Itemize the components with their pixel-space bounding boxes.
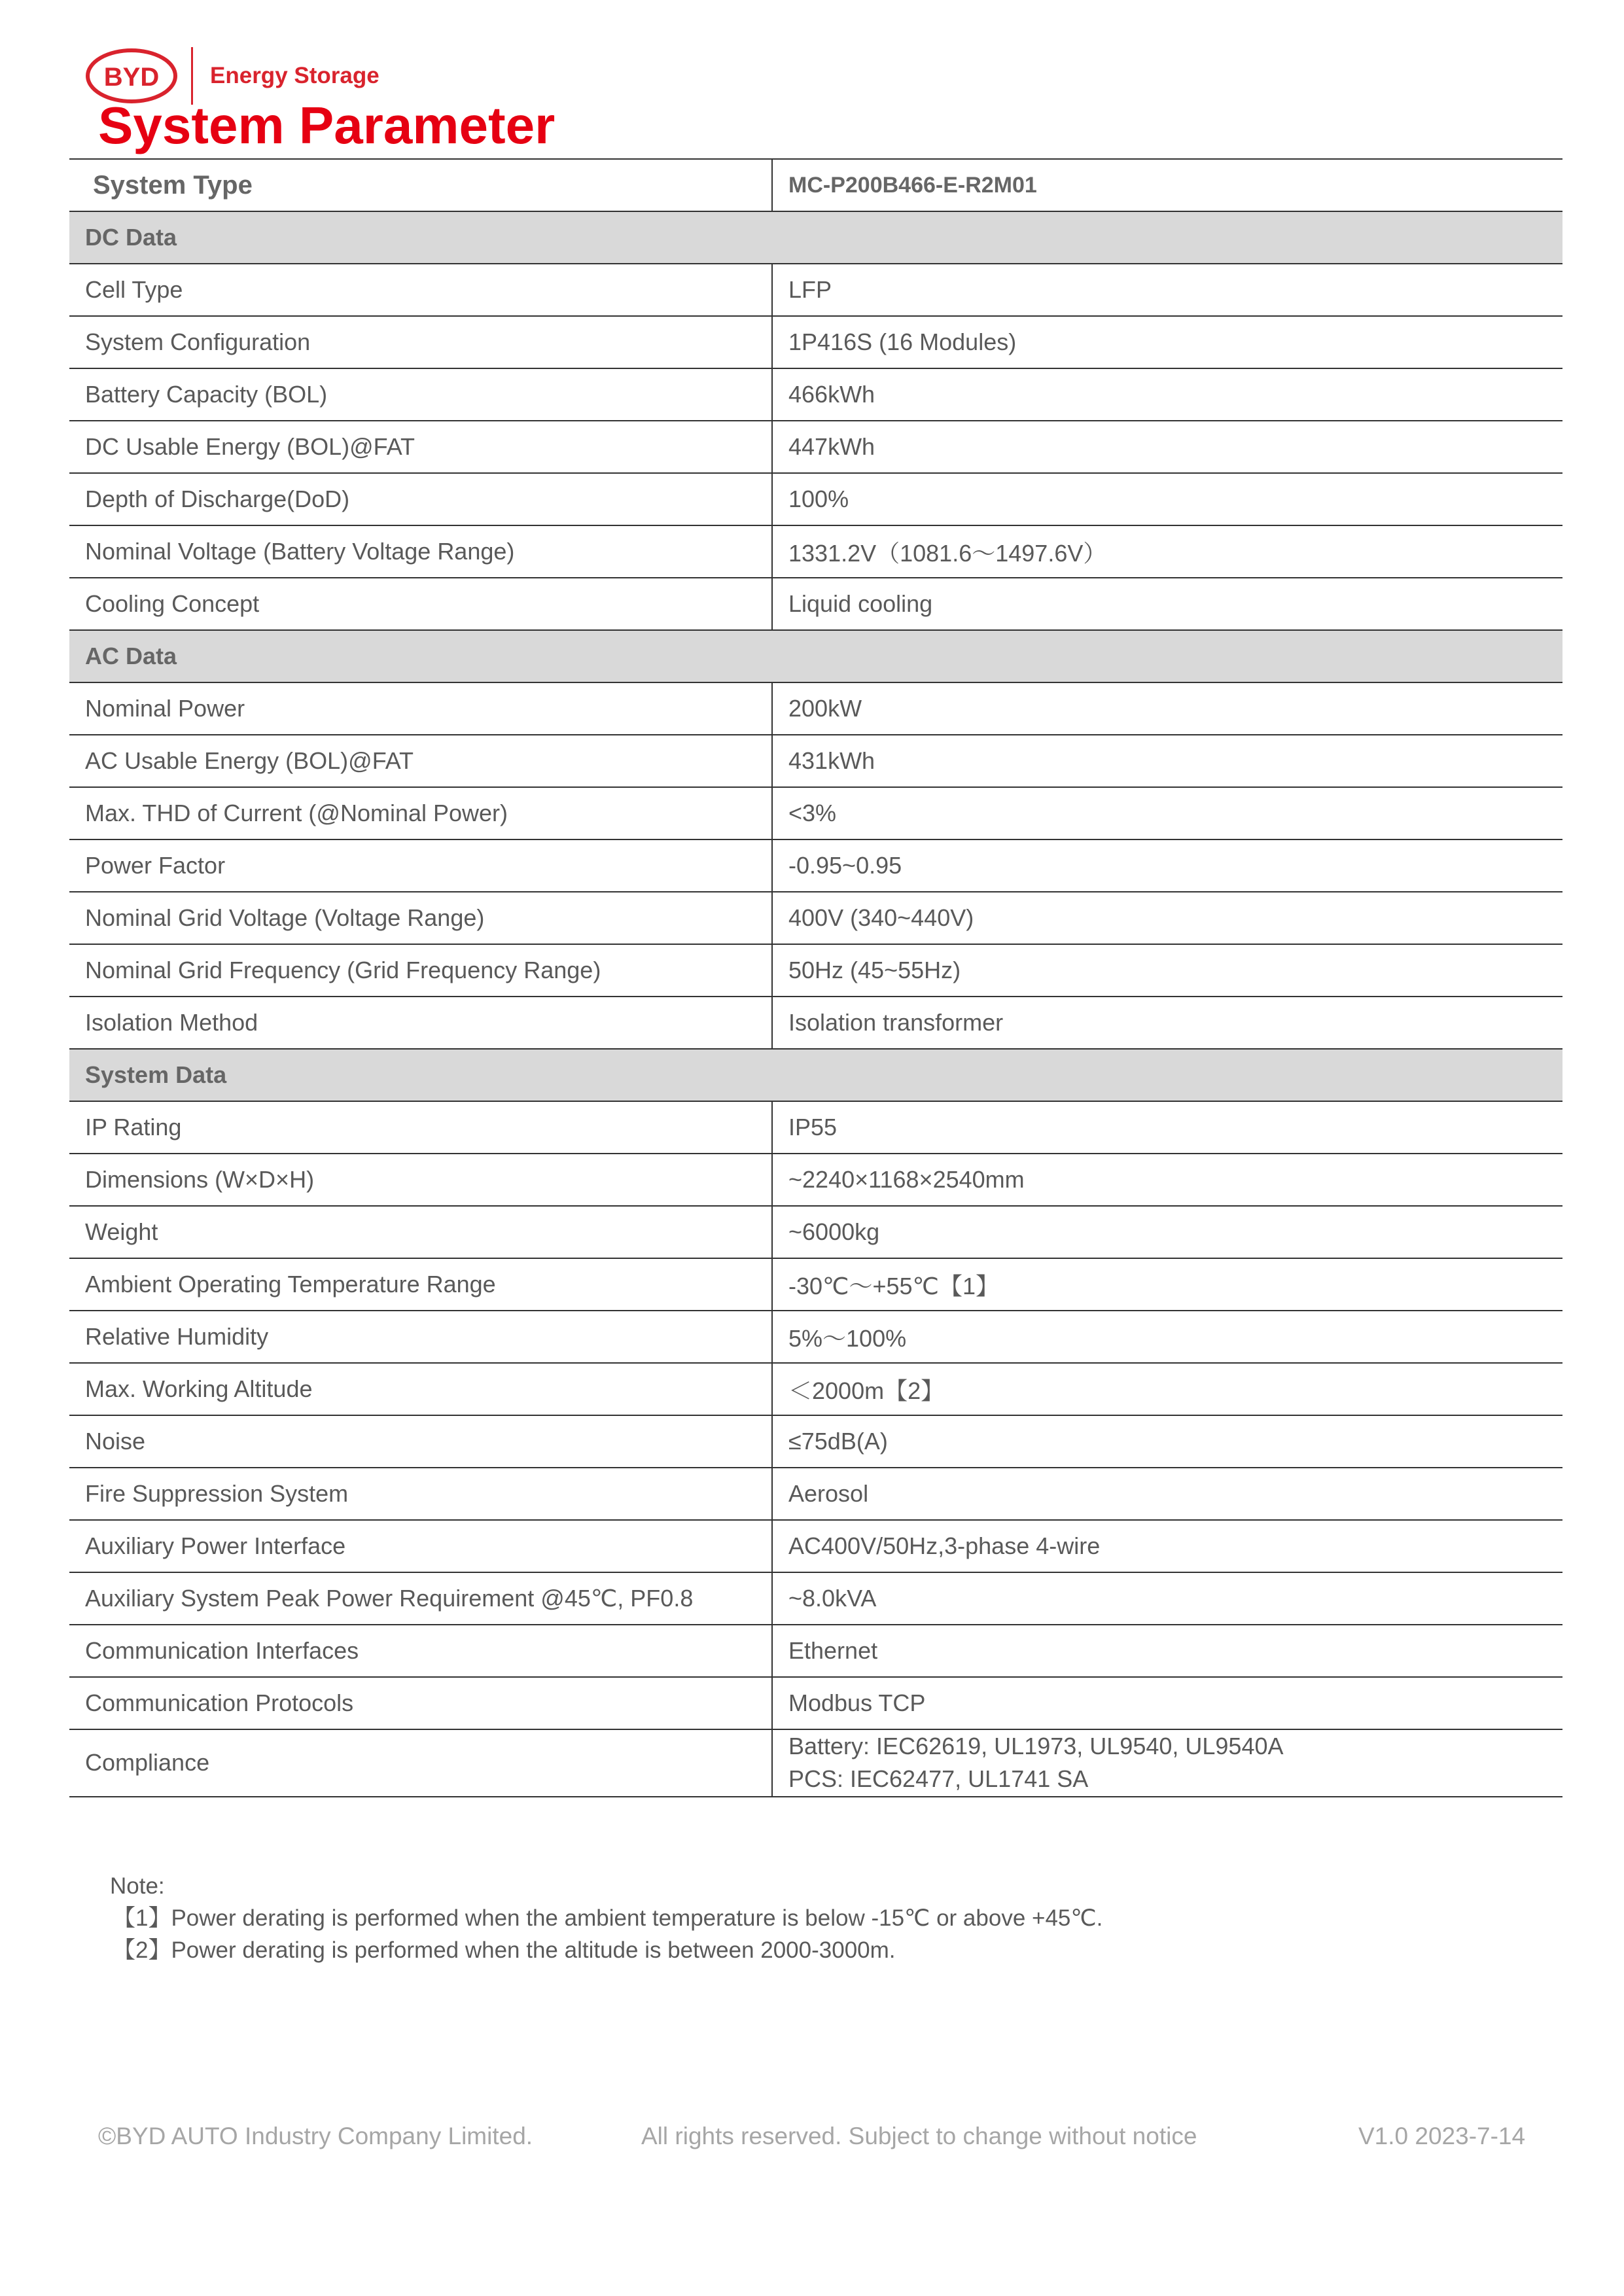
table-row <box>69 1625 1562 1677</box>
parameter-value: Ethernet <box>772 1625 1562 1677</box>
parameter-label: Weight <box>69 1206 772 1258</box>
parameter-value: Isolation transformer <box>772 997 1562 1049</box>
compliance-value <box>772 1729 1562 1797</box>
parameter-value: ≤75dB(A) <box>772 1415 1562 1468</box>
parameter-label: Max. Working Altitude <box>69 1363 772 1415</box>
footer-version: V1.0 2023-7-14 <box>1358 2123 1526 2149</box>
table-row <box>69 1154 1562 1206</box>
parameter-label: Max. THD of Current (@Nominal Power) <box>69 787 772 839</box>
parameter-label: Relative Humidity <box>69 1311 772 1363</box>
table-row <box>69 1520 1562 1572</box>
section-title: System Data <box>69 1049 1562 1101</box>
parameter-label: Nominal Voltage (Battery Voltage Range) <box>69 525 772 578</box>
parameter-label: Noise <box>69 1415 772 1468</box>
parameter-value: -0.95~0.95 <box>772 839 1562 892</box>
parameter-value: 466kWh <box>772 368 1562 421</box>
parameter-value: 5%～100% <box>772 1311 1562 1363</box>
parameter-label: Auxiliary Power Interface <box>69 1520 772 1572</box>
table-row <box>69 944 1562 997</box>
compliance-label: Compliance <box>69 1729 772 1797</box>
system-type-row <box>69 159 1562 211</box>
system-parameter-table <box>69 158 1562 1797</box>
compliance-row <box>69 1729 1562 1797</box>
parameter-label: Fire Suppression System <box>69 1468 772 1520</box>
parameter-value: AC400V/50Hz,3-phase 4-wire <box>772 1520 1562 1572</box>
table-row <box>69 264 1562 316</box>
parameter-value: -30℃～+55℃【1】 <box>772 1258 1562 1311</box>
parameter-value: Aerosol <box>772 1468 1562 1520</box>
table-row <box>69 839 1562 892</box>
parameter-label: Cooling Concept <box>69 578 772 630</box>
parameter-label: DC Usable Energy (BOL)@FAT <box>69 421 772 473</box>
parameter-value: 400V (340~440V) <box>772 892 1562 944</box>
parameter-label: Battery Capacity (BOL) <box>69 368 772 421</box>
section-title: DC Data <box>69 211 1562 264</box>
table-row <box>69 316 1562 368</box>
parameter-value: 100% <box>772 473 1562 525</box>
table-row <box>69 787 1562 839</box>
parameter-label: Communication Interfaces <box>69 1625 772 1677</box>
parameter-label: System Configuration <box>69 316 772 368</box>
parameter-label: Ambient Operating Temperature Range <box>69 1258 772 1311</box>
section-header-dc-data <box>69 211 1562 264</box>
table-row <box>69 1311 1562 1363</box>
parameter-value: Liquid cooling <box>772 578 1562 630</box>
table-row <box>69 525 1562 578</box>
table-row <box>69 421 1562 473</box>
table-row <box>69 1101 1562 1154</box>
system-type-label: System Type <box>69 159 772 211</box>
parameter-label: Communication Protocols <box>69 1677 772 1729</box>
parameter-value: <3% <box>772 787 1562 839</box>
parameter-value: 50Hz (45~55Hz) <box>772 944 1562 997</box>
table-row <box>69 1468 1562 1520</box>
note-1: 【1】Power derating is performed when the ambient temperature is below -15℃ or above +45℃. <box>113 1905 1103 1931</box>
parameter-value: 1P416S (16 Modules) <box>772 316 1562 368</box>
footer-copyright: ©BYD AUTO Industry Company Limited. <box>98 2123 533 2149</box>
parameter-value: IP55 <box>772 1101 1562 1154</box>
table-row <box>69 735 1562 787</box>
note-2: 【2】Power derating is performed when the altitude is between 2000-3000m. <box>113 1937 896 1963</box>
parameter-label: Nominal Grid Voltage (Voltage Range) <box>69 892 772 944</box>
parameter-label: Dimensions (W×D×H) <box>69 1154 772 1206</box>
parameter-label: Isolation Method <box>69 997 772 1049</box>
parameter-label: Power Factor <box>69 839 772 892</box>
table-row <box>69 1415 1562 1468</box>
compliance-pcs: PCS: IEC62477, UL1741 SA <box>788 1765 1089 1793</box>
table-row <box>69 473 1562 525</box>
parameter-value: ~8.0kVA <box>772 1572 1562 1625</box>
table-row <box>69 997 1562 1049</box>
page-title: System Parameter <box>98 96 556 154</box>
section-header-ac-data <box>69 630 1562 682</box>
footer-rights: All rights reserved. Subject to change without notice <box>641 2123 1197 2149</box>
parameter-label: Nominal Grid Frequency (Grid Frequency Range) <box>69 944 772 997</box>
parameter-label: Auxiliary System Peak Power Requirement @45℃, PF0.8 <box>69 1572 772 1625</box>
parameter-value: 1331.2V（1081.6～1497.6V） <box>772 525 1562 578</box>
parameter-value: ~2240×1168×2540mm <box>772 1154 1562 1206</box>
parameter-value: 431kWh <box>772 735 1562 787</box>
parameter-value: LFP <box>772 264 1562 316</box>
parameter-label: Depth of Discharge(DoD) <box>69 473 772 525</box>
parameter-value: 200kW <box>772 682 1562 735</box>
table-row <box>69 1258 1562 1311</box>
table-row <box>69 1677 1562 1729</box>
parameter-label: Cell Type <box>69 264 772 316</box>
notes-heading: Note: <box>110 1873 165 1899</box>
compliance-battery: Battery: IEC62619, UL1973, UL9540, UL9540A <box>788 1733 1284 1759</box>
logo-wordmark: BYD <box>103 63 160 92</box>
parameter-value: ＜2000m【2】 <box>772 1363 1562 1415</box>
table-row <box>69 1363 1562 1415</box>
parameter-value: Modbus TCP <box>772 1677 1562 1729</box>
parameter-value: ~6000kg <box>772 1206 1562 1258</box>
division-name: Energy Storage <box>210 63 380 88</box>
system-type-value: MC-P200B466-E-R2M01 <box>772 159 1562 211</box>
table-row <box>69 1206 1562 1258</box>
notes <box>110 1870 1103 1966</box>
table-row <box>69 1572 1562 1625</box>
parameter-label: AC Usable Energy (BOL)@FAT <box>69 735 772 787</box>
parameter-label: IP Rating <box>69 1101 772 1154</box>
table-row <box>69 682 1562 735</box>
table-row <box>69 368 1562 421</box>
section-header-system-data <box>69 1049 1562 1101</box>
parameter-label: Nominal Power <box>69 682 772 735</box>
parameter-value: 447kWh <box>772 421 1562 473</box>
section-title: AC Data <box>69 630 1562 682</box>
table-row <box>69 892 1562 944</box>
table-row <box>69 578 1562 630</box>
